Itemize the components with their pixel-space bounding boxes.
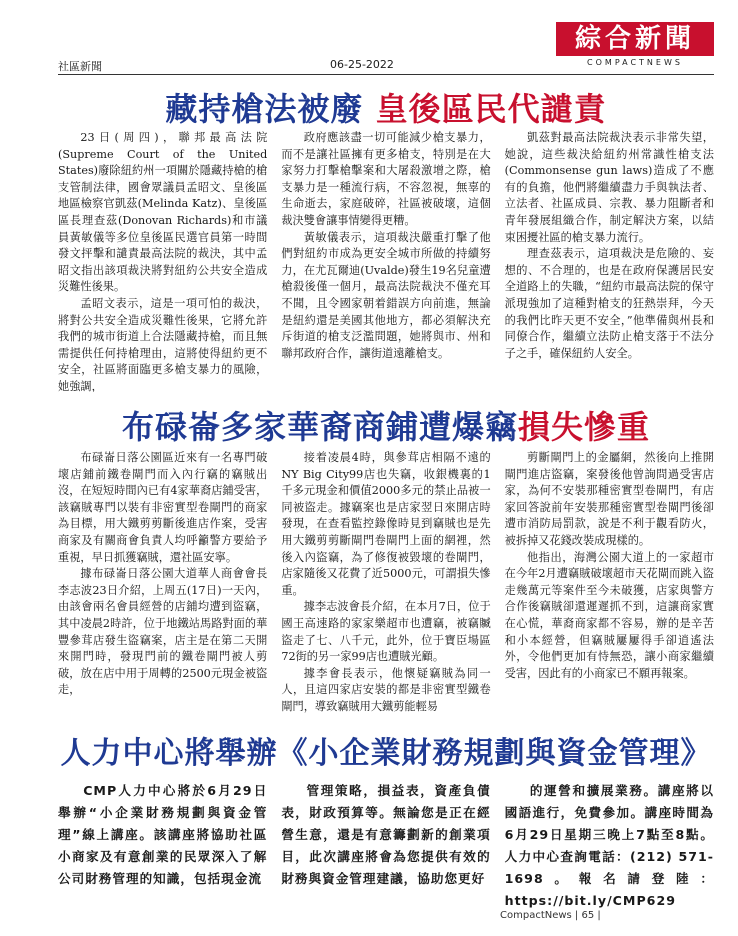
paragraph: 據布碌崙日落公園大道華人商會會長李志波23日介紹，上周五(17日)一天內，由該會兩名會員經營的店鋪均遭到盜竊，其中凌晨2時許，位于地鐵站馬路對面的華豐參茸店發生盜竊案，店主是在第二天開來開門時，發現門前的鐵卷閘門被人剪破，放在店中用于周轉的2500元現金被盜走，: [58, 567, 268, 697]
brand-subtitle: COMPACTNEWS: [587, 58, 683, 67]
article1-headline: [58, 84, 714, 130]
article2-column-2: [281, 450, 490, 720]
article2-headline-blue: 布碌崙多家華裔商鋪遭爆竊: [121, 408, 518, 446]
paragraph: 據李志波會長介紹，在本月7日，位于國王高速路的家家樂超市也遭竊，被竊贓盜走了七、八千元，此外，位于寶臣場區72街的另一家99店也遭賊光顧。: [281, 600, 491, 664]
article3-headline: [58, 728, 714, 772]
article2-headline: [58, 402, 714, 448]
paragraph: 接着凌晨4時，與參茸店相隔不遠的NY Big City99店也失竊，收銀機裏的1千多元現金和價值2000多元的禁止品被一同被盜走。據竊案也是店家翌日來開店時發現，在查看監控錄像時見到竊賊也是先用大鐵剪剪斷閘門卷閘門上面的網裡，然後入內盜竊，為了修復被毀壞的卷閘門，店家隨後又花費了近5000元，可謂損失慘重。: [281, 451, 491, 597]
paragraph: 他指出，海灣公園大道上的一家超市在今年2月遭竊賊破壞超市天花閘而跳入盜走幾萬元等案件至今未破獲，店家與警方合作後竊賊卻還遲遲抓不到，這讓商家實在心慌，華裔商家都不容易，辦的是辛苦和小本經營，但竊賊屢屢得手卻逍遙法外，令他們更加有恃無恐，讓小商家繼續受害，因此有的小商家已不願再報案。: [504, 550, 714, 680]
article1-column-1: [58, 130, 267, 392]
article3-column-2: [281, 780, 490, 910]
paragraph: 凱茲對最高法院裁決表示非常失望，她說，這些裁決給紐約州常識性槍支法(Commonsense gun laws)造成了不應有的負擔，他們將繼續盡力手與執法者、立法者、社區成員、宗教、暴力阻斷者和青年發展組織合作，制定解決方案，以結束困擾社區的槍支暴力流行。: [504, 131, 714, 244]
issue-date: 06-25-2022: [330, 58, 394, 71]
article3-column-3: [505, 780, 714, 910]
article3-body: [58, 780, 714, 910]
section-label: 社區新聞: [58, 60, 102, 73]
paragraph: 黃敏儀表示，這項裁決嚴重打擊了他們對紐約市成為更安全城市所做的持續努力，在尤瓦爾迪(Uvalde)發生19名兒童遭槍殺後僅一個月，最高法院裁決不僅充耳不聞，且令國家朝着錯誤方向前進，無論是紐約還是美國其他地方，都必須解決充斥街道的槍支泛濫問題，她將與市、州和聯邦政府合作，讓街道遠離槍支。: [281, 230, 491, 360]
paragraph: 政府應該盡一切可能減少槍支暴力，而不是讓社區擁有更多槍支，特別是在大家努力打擊槍擊案和大屠殺激增之際，槍支暴力是一種流行病，不容忽視，無辜的生命逝去，家庭破碎，社區被破壞，這個裁決雙會讓事情變得更糟。: [281, 131, 491, 227]
article2-headline-red: 損失慘重: [518, 408, 651, 446]
article3-column-1: [58, 780, 267, 910]
paragraph: 理查茲表示，這項裁決是危險的、妄想的、不合理的，也是在政府保護居民安全道路上的失職，“紐約市最高法院的保守派現強加了這種對槍支的狂熱崇拜，今天的我們比昨天更不安全，”他準備與州長和同僚合作，繼續立法防止槍支落于不法分子之手，確保紐約人安全。: [504, 247, 714, 360]
page-footer: CompactNews | 65 |: [500, 910, 601, 921]
article1-headline-red: 皇後區民代譴責: [375, 90, 607, 128]
article2-column-3: [505, 450, 714, 720]
paragraph: 剪斷閘門上的金屬網，然後向上推開閘門進店盜竊，案發後他曾詢問過受害店家，為何不安裝那種密實型卷閘門，有店家回答說前年安裝那種密實型卷閘門後卻遭市消防局罰款，說是不利于觀看防火，被拆掉又花錢改裝成現樣的。: [504, 451, 714, 547]
paragraph: 管理策略，損益表，資產負債表，財政預算等。無論您是正在經營生意，還是有意籌劃新的創業項目，此次講座將會為您提供有效的財務與資金管理建議，協助您更好: [281, 783, 491, 886]
article1-headline-blue: 藏持槍法被廢: [165, 90, 364, 128]
header-rule: [58, 74, 714, 75]
brand-logo: 綜合新聞: [556, 22, 714, 56]
article1-column-3: [505, 130, 714, 392]
paragraph: CMP人力中心將於6月29日舉辦“小企業財務規劃與資金管理”線上講座。該講座將協助社區小商家及有意創業的民眾深入了解公司財務管理的知識，包括現金流: [58, 783, 268, 886]
paragraph: 孟昭文表示，這是一項可怕的裁決，將對公共安全造成災難性後果，它將允許我們的城市街道上合法隱藏持槍，而且無需提供任何持槍理由，這將使得紐約更不安全，社區將面臨更多槍支暴力的風險，她強調，: [58, 296, 268, 392]
article3-headline-title: 《小企業財務規劃與資金管理》: [277, 736, 712, 771]
article1-body: [58, 130, 714, 392]
article2-column-1: [58, 450, 267, 720]
article2-body: [58, 450, 714, 720]
paragraph: 23日(周四)，聯邦最高法院(Supreme Court of the United States)廢除紐約州一項關於隱藏持槍的槍支管制法律，國會眾議員孟昭文、皇後區地區檢察官凱茲(Melinda Katz)、皇後區區長理查茲(Donovan Richards)和市議員黃敏儀等多位皇後區民選官員第一時間發文抨擊和譴責最高法院的裁決，其中孟昭文指出該項裁決將對紐約公共安全造成災難性後果。: [58, 131, 268, 294]
paragraph: 據李會長表示，他懷疑竊賊為同一人，且這四家店安裝的都是非密實型鐵卷閘門，導致竊賊用大鐵剪能輕易: [281, 666, 491, 713]
paragraph: 的運營和擴展業務。講座將以國語進行，免費參加。講座時間為6月29日星期三晚上7點至8點。人力中心查詢電話：(212) 571-1698。報名請登陸：https://bit.ly/CMP629: [504, 783, 714, 908]
article3-headline-blue: 人力中心將舉辦: [60, 736, 278, 771]
paragraph: 布碌崙日落公園區近來有一名專門破壞店鋪前鐵卷閘門而入內行竊的竊賊出沒，在短短時間內已有4家華裔店鋪受害，該竊賊專門以裝有非密實型卷閘門的商家為目標，用大鐵剪剪斷後進店作案，受害商家及有關商會負責人均呼籲警方要給予重視，早日抓獲竊賊，還社區安寧。: [58, 451, 268, 564]
article1-column-2: [281, 130, 490, 392]
